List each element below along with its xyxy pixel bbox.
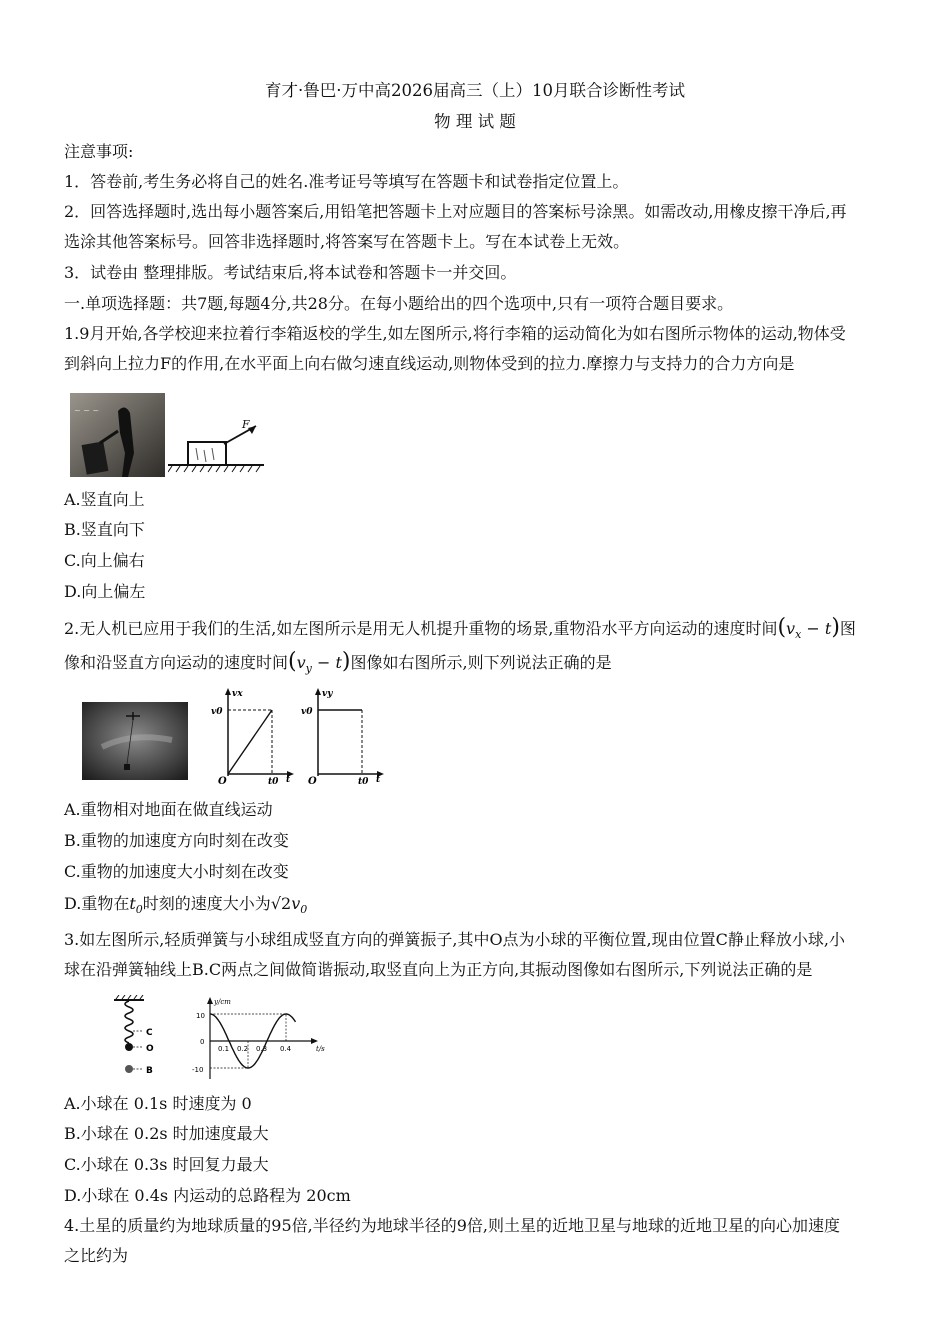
- q3-ylabel: y/cm: [214, 998, 231, 1006]
- q2-stem-line2-b: 图像如右图所示,则下列说法正确的是: [350, 653, 612, 672]
- q1-stem-line1: 1.9月开始,各学校迎来拉着行李箱返校的学生,如左图所示,将行李箱的运动简化为如右图所示物体的运动,物体受: [64, 324, 846, 343]
- q3-option-d: D.小球在 0.4s 内运动的总路程为 20cm: [64, 1186, 351, 1205]
- q3-option-b: B.小球在 0.2s 时加速度最大: [64, 1124, 269, 1143]
- q3-xtick-01: 0.1: [218, 1045, 230, 1053]
- q3-stem-line2: 球在沿弹簧轴线上B.C两点之间做简谐振动,取竖直向上为正方向,其振动图像如右图所示,下列说法正确的是: [64, 960, 813, 979]
- q3-xtick-02: 0.2: [237, 1045, 249, 1053]
- q3-option-c: C.小球在 0.3s 时回复力最大: [64, 1155, 269, 1174]
- q3-vibration-graph: [188, 995, 333, 1083]
- q2-vx-symbol: $v_x - t$: [786, 619, 832, 642]
- vx-axis-label: vx: [232, 689, 243, 699]
- q2-option-b: B.重物的加速度方向时刻在改变: [64, 831, 289, 850]
- q2-stem-line1-b: 图: [839, 619, 856, 638]
- q2-drone-photo: [82, 702, 188, 780]
- vy-axis-label: vy: [322, 689, 333, 699]
- vx-t: t: [286, 775, 291, 785]
- q2-stem-line1-a: 2.无人机已应用于我们的生活,如左图所示是用无人机提升重物的场景,重物沿水平方向运动的速度时间: [64, 619, 778, 638]
- spring-label-O: O: [146, 1044, 154, 1054]
- subject-title: 物 理 试 题: [434, 112, 516, 131]
- q2-stem-line2: 像和沿竖直方向运动的速度时间$(v_y - t)$图像如右图所示,则下列说法正确的是: [64, 649, 612, 676]
- q3-ytick-0: 0: [200, 1038, 205, 1046]
- svg-text:~ ~ ~: ~ ~ ~: [74, 406, 100, 415]
- notes-heading: 注意事项:: [64, 142, 134, 161]
- spring-label-B: B: [146, 1066, 153, 1076]
- exam-title: 育才·鲁巴·万中高2026届高三（上）10月联合诊断性考试: [265, 81, 685, 100]
- q1-suitcase-photo: [70, 393, 165, 477]
- q1-option-c: C.向上偏右: [64, 551, 145, 570]
- q2-vy-symbol: $v_y - t$: [296, 653, 342, 676]
- q2-stem-line2-a: 像和沿竖直方向运动的速度时间: [64, 653, 289, 672]
- vx-v0-label: v0: [211, 707, 223, 717]
- vy-t0: t0: [358, 777, 369, 786]
- q3-stem-line1: 3.如左图所示,轻质弹簧与小球组成竖直方向的弹簧振子,其中O点为小球的平衡位置,现由位置C静止释放小球,小: [64, 930, 845, 949]
- vy-origin: O: [308, 776, 317, 786]
- q3-xtick-04: 0.4: [280, 1045, 292, 1053]
- t0-symbol: $t_0$: [129, 894, 143, 917]
- q4-stem-line2: 之比约为: [64, 1246, 129, 1265]
- q3-ytick-10: 10: [196, 1012, 205, 1020]
- q3-option-a: A.小球在 0.1s 时速度为 0: [64, 1094, 252, 1113]
- v0-symbol: $v_0$: [291, 894, 308, 917]
- note-2-cont: 选涂其他答案标号。回答非选择题时,将答案写在答题卡上。写在本试卷上无效。: [64, 232, 630, 251]
- vy-v0-label: v0: [301, 707, 313, 717]
- q4-stem-line1: 4.土星的质量约为地球质量的95倍,半径约为地球半径的9倍,则土星的近地卫星与地球的近地卫星的向心加速度: [64, 1216, 840, 1235]
- section-heading: 一.单项选择题：共7题,每题4分,共28分。在每小题给出的四个选项中,只有一项符合题目要求。: [64, 294, 734, 313]
- q2-vx-graph: [210, 686, 296, 786]
- q1-option-a: A.竖直向上: [64, 490, 145, 509]
- vx-origin: O: [218, 776, 227, 786]
- spring-label-C: C: [146, 1028, 153, 1038]
- q1-option-b: B.竖直向下: [64, 520, 145, 539]
- q1-force-diagram: [168, 418, 268, 476]
- note-2: 2．回答选择题时,选出每小题答案后,用铅笔把答题卡上对应题目的答案标号涂黑。如需改动,用橡皮擦干净后,再: [64, 202, 847, 221]
- sqrt2: √2: [270, 894, 292, 913]
- vy-t: t: [376, 775, 381, 785]
- q2-option-d: D.重物在$t_0$时刻的速度大小为$√2v_0$: [64, 894, 308, 917]
- q2-vy-graph: [300, 686, 386, 786]
- note-1: 1．答卷前,考生务必将自己的姓名.准考证号等填写在答题卡和试卷指定位置上。: [64, 172, 629, 191]
- q2-stem-line1: 2.无人机已应用于我们的生活,如左图所示是用无人机提升重物的场景,重物沿水平方向运动的速度时间$(v_x - t)$图: [64, 615, 856, 642]
- q1-option-d: D.向上偏左: [64, 582, 146, 601]
- q1-stem-line2: 到斜向上拉力F的作用,在水平面上向右做匀速直线运动,则物体受到的拉力.摩擦力与支持力的合力方向是: [64, 354, 795, 373]
- q3-spring-figure: [110, 995, 170, 1077]
- q2-option-c: C.重物的加速度大小时刻在改变: [64, 862, 289, 881]
- force-label-F: F: [242, 418, 250, 431]
- q3-xtick-03: 0.3: [256, 1045, 268, 1053]
- q3-ytick-neg10: -10: [192, 1066, 204, 1074]
- vx-t0: t0: [268, 777, 279, 786]
- q3-xlabel: t/s: [316, 1045, 325, 1053]
- q2-option-a: A.重物相对地面在做直线运动: [64, 800, 273, 819]
- note-3: 3．试卷由 整理排版。考试结束后,将本试卷和答题卡一并交回。: [64, 263, 517, 282]
